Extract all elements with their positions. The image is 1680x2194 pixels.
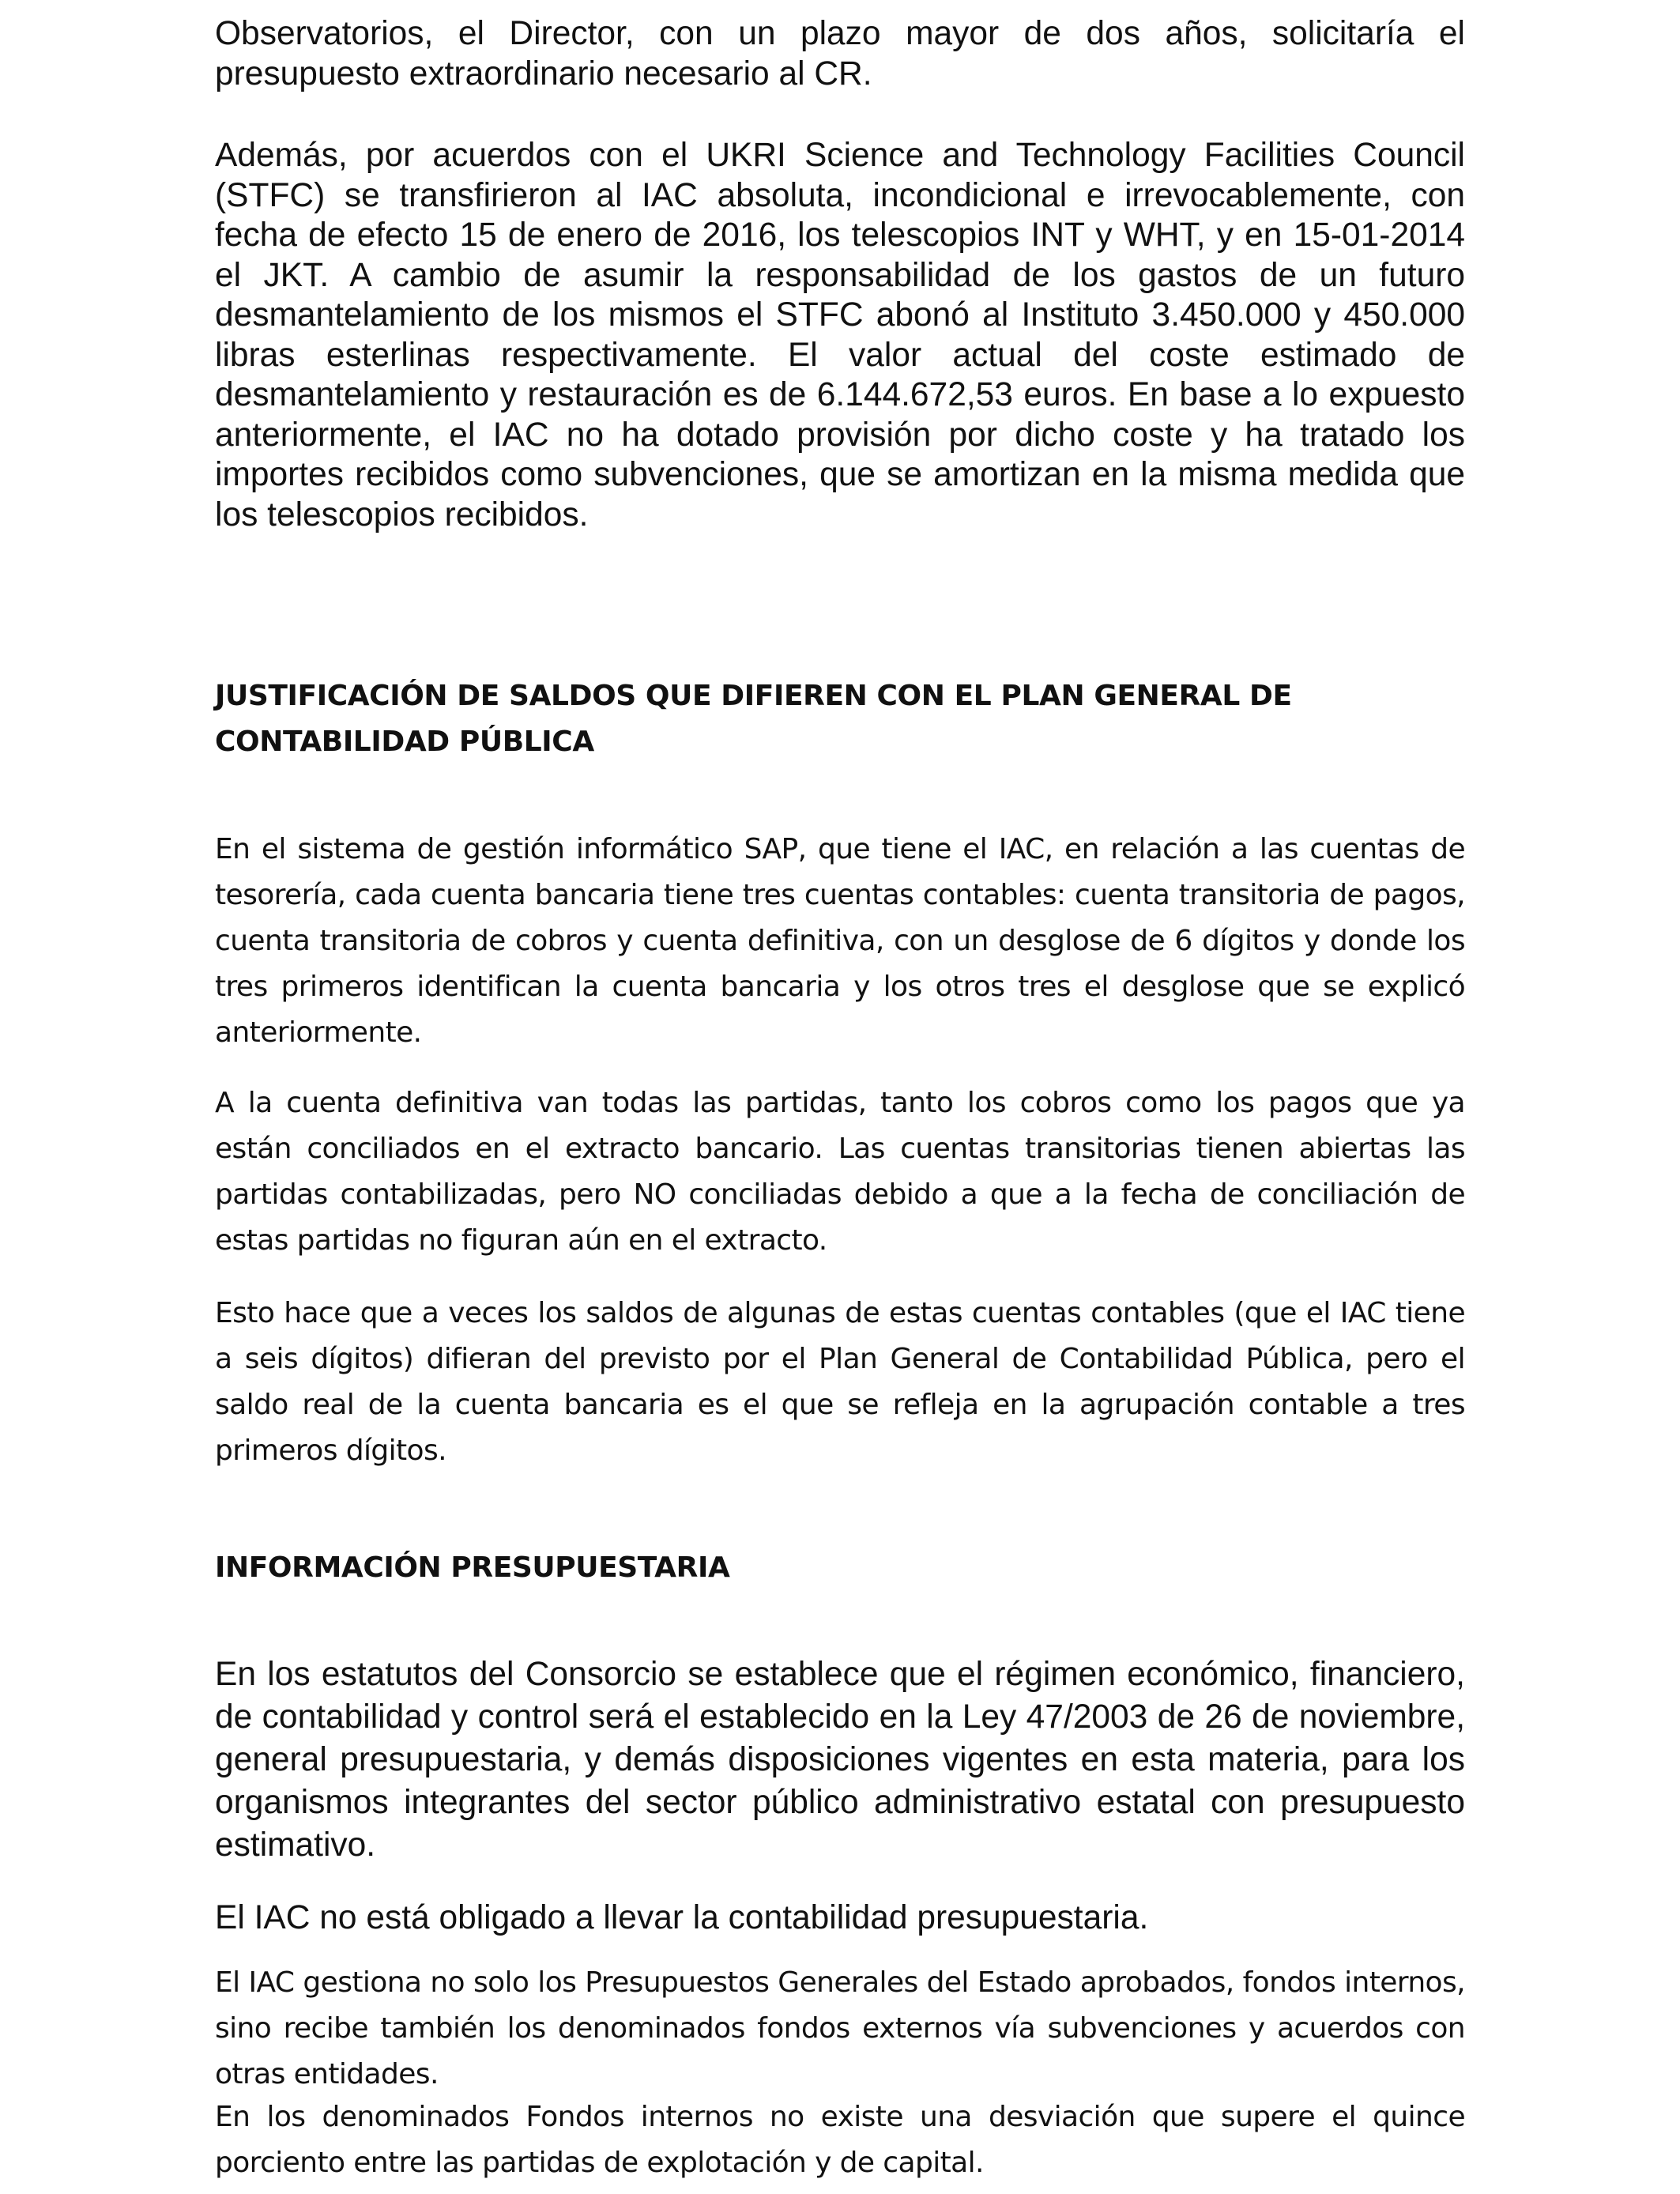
- justificacion-paragraph-2: A la cuenta definitiva van todas las partidas, tanto los cobros como los pagos que ya están conciliados en el extracto bancario. Las cuentas transitorias tienen abiertas las partidas contabilizadas, pero NO conciliadas debido a que a la fecha de conciliación de estas partidas no figuran aún en el extracto.: [215, 1087, 1465, 1257]
- justificacion-paragraph-1: En el sistema de gestión informático SAP, que tiene el IAC, en relación a las cuentas de tesorería, cada cuenta bancaria tiene tres cuentas contables: cuenta transitoria de pagos, cuenta transitoria de cobros y cuenta definitiva, con un desglose de 6 dígitos y donde los tres primeros identifican la cuenta bancaria y los otros tres el desglose que se explicó anteriormente.: [215, 833, 1465, 1049]
- section-heading-justificacion: JUSTIFICACIÓN DE SALDOS QUE DIFIEREN CON EL PLAN GENERAL DE CONTABILIDAD PÚBLICA: [215, 680, 1292, 758]
- intro-paragraph: Observatorios, el Director, con un plazo mayor de dos años, solicitaría el presupuesto extraordinario necesario al CR.: [215, 15, 1465, 92]
- justificacion-paragraph-3: Esto hace que a veces los saldos de algunas de estas cuentas contables (que el IAC tiene a seis dígitos) difieran del previsto por el Plan General de Contabilidad Pública, pero el saldo real de la cuenta bancaria es el que se refleja en la agrupación contable a tres primeros dígitos.: [215, 1297, 1465, 1467]
- stfc-paragraph: Además, por acuerdos con el UKRI Science and Technology Facilities Council (STFC) se transfirieron al IAC absoluta, incondicional e irrevocablemente, con fecha de efecto 15 de enero de 2016, los telescopios INT y WHT, y en 15-01-2014 el JKT. A cambio de asumir la responsabilidad de los gastos de un futuro desmantelamiento de los mismos el STFC abonó al Instituto 3.450.000 y 450.000 libras esterlinas respectivamente. El valor actual del coste estimado de desmantelamiento y restauración es de 6.144.672,53 euros. En base a lo expuesto anteriormente, el IAC no ha dotado provisión por dicho coste y ha tratado los importes recibidos como subvenciones, que se amortizan en la misma medida que los telescopios recibidos.: [215, 137, 1465, 533]
- presupuestaria-paragraph-4: En los denominados Fondos internos no existe una desviación que supere el quince porciento entre las partidas de explotación y de capital.: [215, 2101, 1465, 2179]
- section-heading-presupuestaria: INFORMACIÓN PRESUPUESTARIA: [215, 1551, 730, 1584]
- presupuestaria-paragraph-2: El IAC no está obligado a llevar la contabilidad presupuestaria.: [215, 1899, 1149, 1936]
- presupuestaria-paragraph-1: En los estatutos del Consorcio se establece que el régimen económico, financiero, de contabilidad y control será el establecido en la Ley 47/2003 de 26 de noviembre, general presupuestaria, y demás disposiciones vigentes en esta materia, para los organismos integrantes del sector público administrativo estatal con presupuesto estimativo.: [215, 1656, 1465, 1864]
- presupuestaria-paragraph-3: El IAC gestiona no solo los Presupuestos Generales del Estado aprobados, fondos internos, sino recibe también los denominados fondos externos vía subvenciones y acuerdos con otras entidades.: [215, 1966, 1465, 2090]
